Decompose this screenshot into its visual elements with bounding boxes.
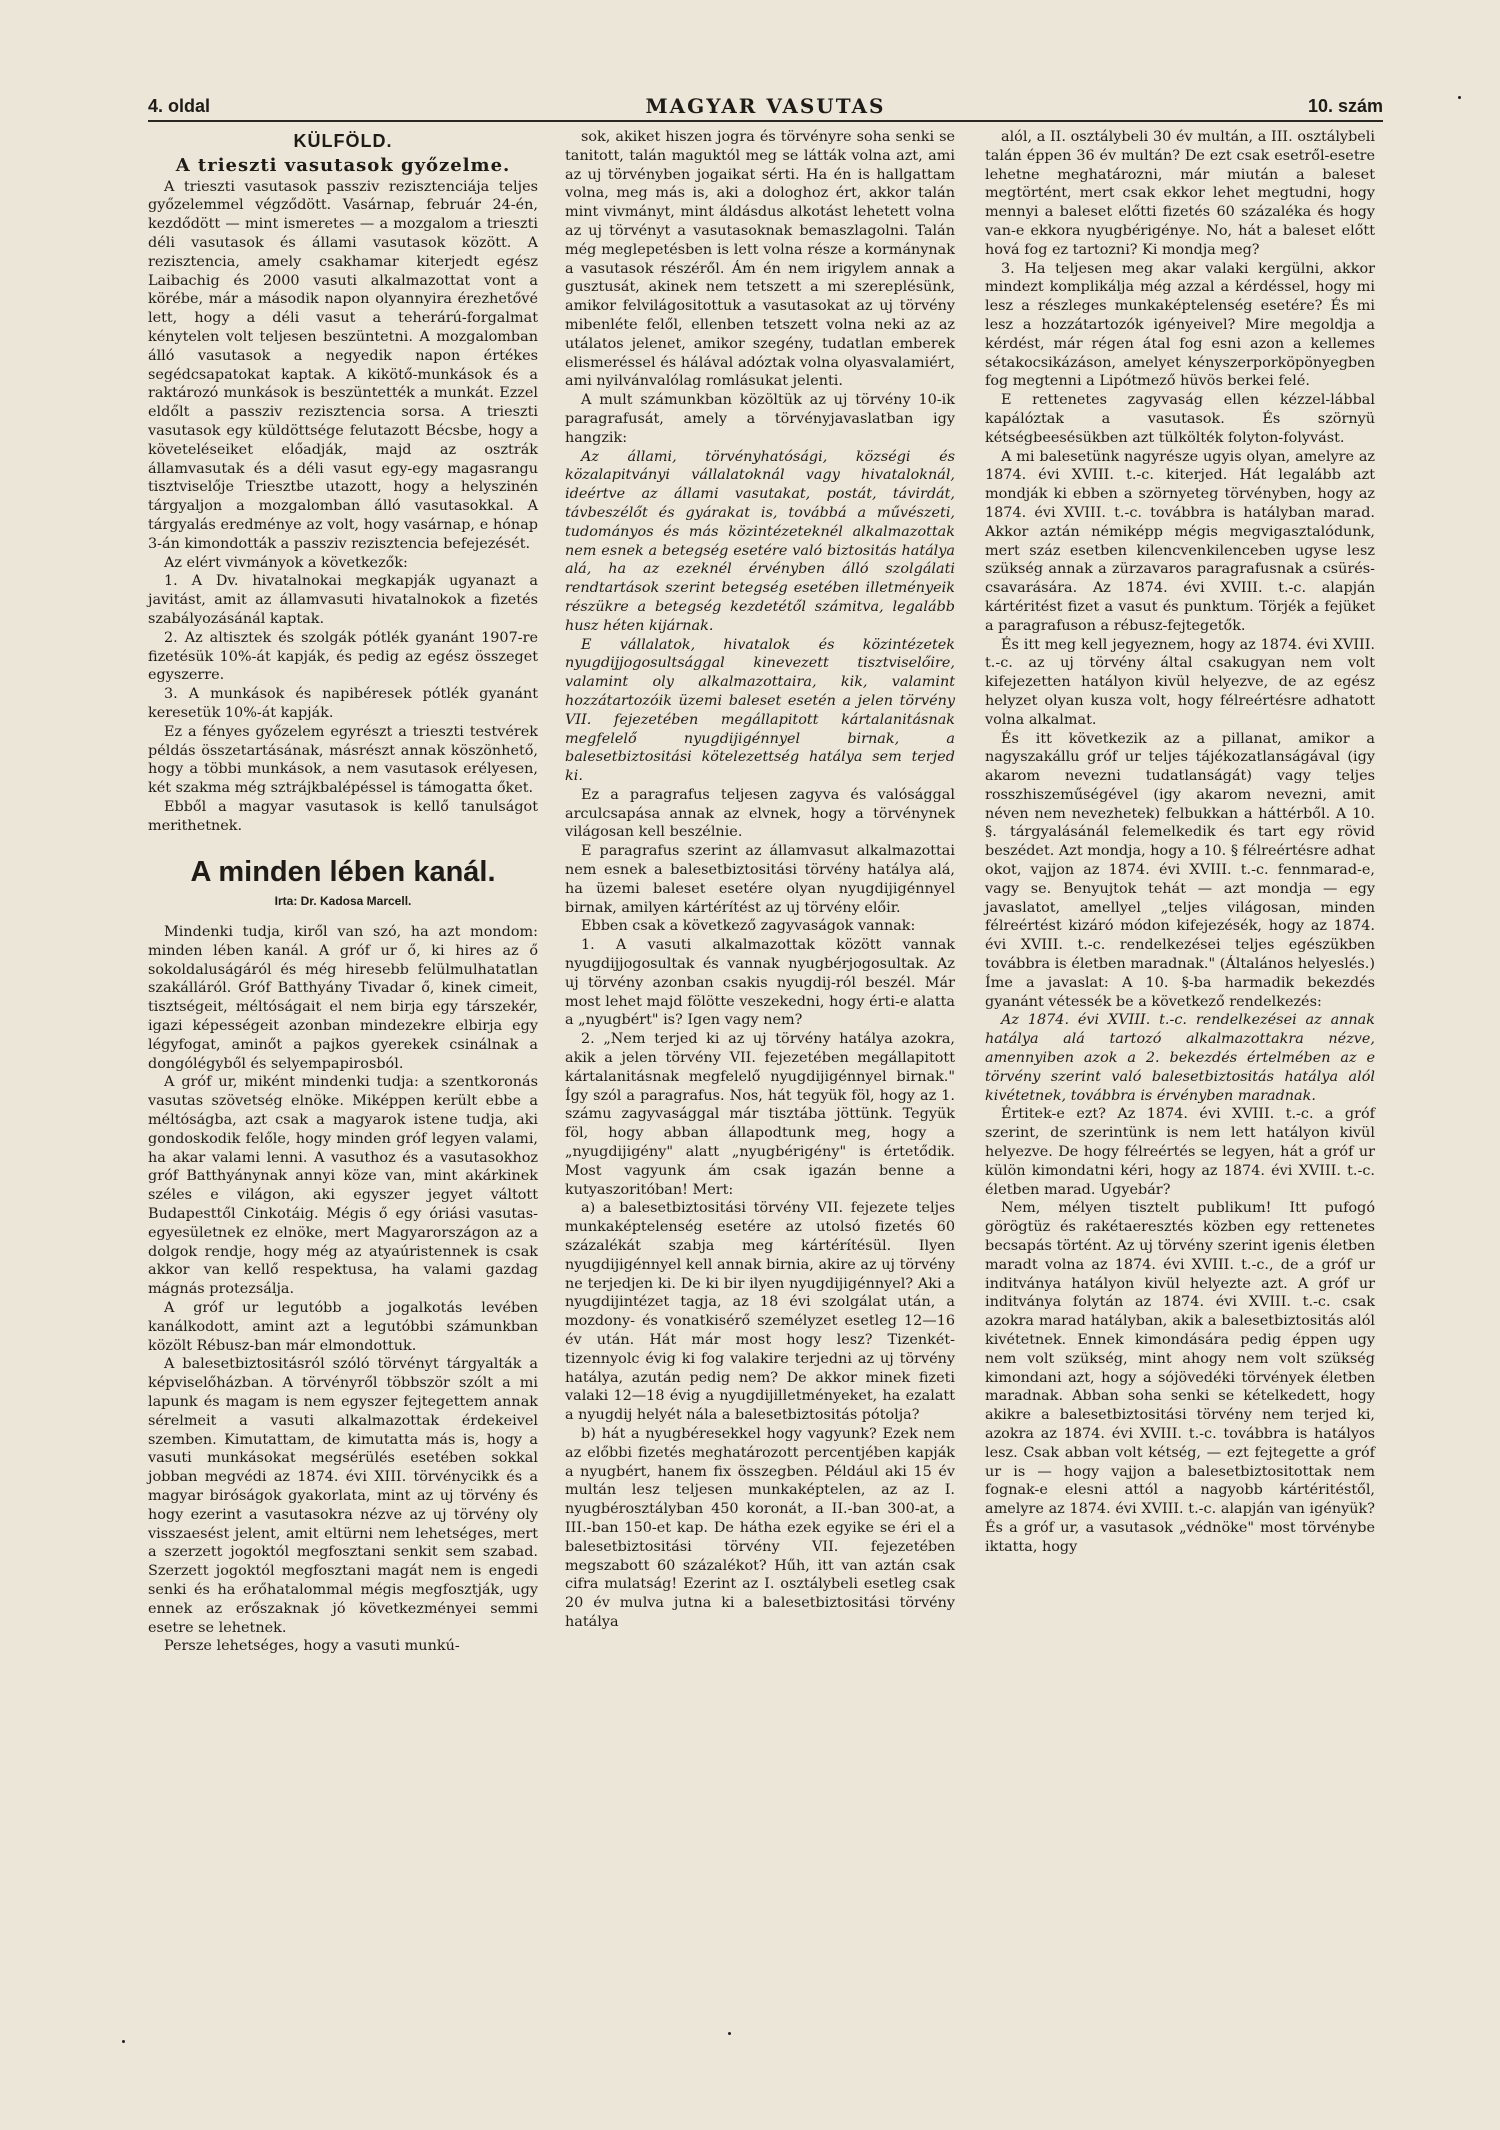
newspaper-title: MAGYAR VASUTAS	[645, 94, 886, 118]
quoted-law-paragraph: E vállalatok, hivatalok és közintézetek nyugdijjogosultsággal kinevezett tisztviselőire, valamint oly alkalmazottaira, kik, valamint hozzátartozóik üzemi baleset esetén a jelen törvény VII. fejezetében megállapitott kártalanitásnak megfelelő nyugdijigénnyel birnak, a balesetbiztositási kötelezettség hatálya sem terjed ki.	[565, 636, 955, 785]
section-heading: KÜLFÖLD.	[293, 131, 393, 151]
paragraph: E paragrafus szerint az államvasut alkalmazottai nem esnek a balesetbiztositási törvény hatálya alá, ha üzemi baleset esetére olyan nyugdijigénnyel birnak, amilyen kártérítést az uj törvény előir.	[565, 843, 955, 916]
paragraph: 2. „Nem terjed ki az uj törvény hatálya azokra, akik a jelen törvény VII. fejezetében megállapitott kártalanitásnak megfelelő nyugdijigénnyel birnak." Így szól a paragrafus. Nos, hát tegyük föl, hogy az 1. számu zagyvasággal már tisztába jöttünk. Tegyük föl, hogy abban állapodtunk meg, hogy a „nyugdijigény" alatt „nyugbérigény" is értetődik. Most vagyunk ám csak igazán benne a kutyaszoritóban! Mert:	[565, 1031, 955, 1198]
scan-speck	[1458, 96, 1461, 99]
paragraph: 2. Az altisztek és szolgák pótlék gyanánt 1907-re fizetésük 10%-át kapják, és pedig az egész összeget egyszerre.	[148, 629, 538, 684]
paragraph: Ez a fényes győzelem egyrészt a trieszti testvérek példás összetartásának, másrészt annak köszönhető, hogy a többi munkások, a nem vasutasok erélyesen, két szakma még sztrájkbalépéssel is támogatta őket.	[148, 723, 538, 797]
paragraph: a) a balesetbiztositási törvény VII. fejezete teljes munkaképtelenség esetére az utolsó fizetés 60 százalékát szabja meg kártérítésül. Ilyen nyugdijigénnyel kell annak birnia, akire az uj törvény ne terjedjen ki. De ki bir ilyen nyugdijigénnyel? Aki a nyugdijintézet tagja, az 18 évi szolgálat után, a mozdony- és vonatkisérő személyzet esetleg 12—16 év után. Hát már most hogy lesz? Tizenkét-tizennyolc évig ki fog valakire terjedni az uj törvény hatálya, azután pedig nem? De akkor minek fizeti valaki 12—18 évig a nyugdijilletményeket, ha ezalatt a nyugdij helyét nála a balesetbiztositás pótolja?	[565, 1200, 955, 1424]
paragraph: És itt meg kell jegyeznem, hogy az 1874. évi XVIII. t.-c. az uj törvény által csakugyan nem volt kifejezetten hatályon kivül helyezve, de az egész helyzet olyan kusza volt, hogy félreértésre adhatott volna alkalmat.	[985, 636, 1375, 728]
paragraph: A gróf ur legutóbb a jogalkotás levében kanálkodott, amint azt a legutóbbi számunkban közölt Rébusz-ban már elmondottuk.	[148, 1300, 538, 1354]
paragraph: A mult számunkban közöltük az uj törvény 10-ik paragrafusát, amely a törvényjavaslatban igy hangzik:	[565, 392, 955, 446]
column-1	[148, 128, 538, 1656]
paragraph: 3. A munkások és napibéresek pótlék gyanánt keresetük 10%-át kapják.	[148, 686, 538, 721]
issue-number: 10. szám	[1307, 96, 1383, 116]
paragraph: 3. Ha teljesen meg akar valaki kergülni, akkor mindezt komplikálja még azzal a kérdéssel, hogy mi lesz a részleges munkaképtelenség esetére? És mi lesz a hozzátartozók igényeivel? Mire megoldja a kérdést, már régen átal fog esni azon a kellemes sétakocsikázáson, amelyet kényszerporköpönyegben fog megtenni a Lipótmező hüvös berkei felé.	[985, 260, 1375, 390]
paragraph: 1. A vasuti alkalmazottak között vannak nyugdijjogosultak és vannak nyugbérjogosultak. Az uj törvény azonban csakis nyugdij-ról beszél. Már most lehet majd fölötte veszekedni, hogy érti-e alatta a „nyugbért" is? Igen vagy nem?	[565, 937, 955, 1029]
article-byline: Irta: Dr. Kadosa Marcell.	[274, 894, 412, 909]
page-number: 4. oldal	[148, 96, 211, 116]
column-2	[565, 128, 955, 1632]
paragraph: alól, a II. osztálybeli 30 év multán, a III. osztálybeli talán éppen 36 év multán? De ezt csak esetről-esetre lehetne meghatározni, már miután a baleset megtörtént, mert csak ekkor lehet megtudni, hogy mennyi a baleset előtti fizetés 60 százaléka és hogy van-e ekkora nyugbérigénye. No, hát a baleset előtt hová fog ez tartozni? Ki mondja meg?	[985, 129, 1375, 258]
article-title-kanal: A minden lében kanál.	[190, 856, 496, 889]
scan-speck	[728, 2032, 731, 2035]
paragraph: 1. A Dv. hivatalnokai megkapják ugyanazt a javitást, amit az államvasuti hivatalnokok a fizetés szabályozásánál kaptak.	[148, 573, 538, 627]
column-3	[985, 128, 1375, 1557]
paragraph: Ebből a magyar vasutasok is kellő tanulságot merithetnek.	[148, 798, 538, 834]
paragraph: Persze lehetséges, hogy a vasuti munkú-	[164, 1638, 460, 1655]
paragraph: E rettenetes zagyvaság ellen kézzel-lábbal kapálóztak a vasutasok. És szörnyü kétségbeesésükben azt tülkölték folyton-folyvást.	[985, 392, 1375, 446]
page-header	[148, 94, 1383, 122]
paragraph: Ez a paragrafus teljesen zagyva és valósággal arculcsapása annak az elvnek, hogy a törvénynek világosan kell beszélnie.	[565, 786, 955, 841]
paragraph: Mindenki tudja, kiről van szó, ha azt mondom: minden lében kanál. A gróf ur ő, ki hires az ő sokoldaluságáról és még hiresebb felülmulhatatlan szakálláról. Gróf Batthyány Tivadar ő, kinek cimeit, tisztségeit, méltóságait el nem birja egy társzekér, igazi képességeit azonban mindezekre elbirja egy légyfogat, aminőt a pajkos gyerekek csinálnak a dongólégyből és selyempapirosból.	[148, 924, 538, 1072]
paragraph: A trieszti vasutasok passziv rezisztenciája teljes győzelemmel végződött. Vasárnap, február 24-én, kezdődött — mint ismeretes — a mozgalom a trieszti déli vasutasok és állami vasutasok között. A rezisztencia, amely csakhamar kiterjedt egész Laibachig és 2000 vasuti alkalmazottat vont a körébe, már a második napon olyannyira érezhetővé lett, hogy a déli vasut a teherárú-forgalmat kénytelen volt teljesen beszüntetni. A mozgalomban álló vasutasok a negyedik napon értékes segédcsapatokat kaptak. A kikötő-munkások és a raktározó munkások is beszüntették a munkát. Ezzel eldőlt a passziv rezisztencia sorsa. A trieszti vasutasok egy küldöttsége felutazott Bécsbe, hogy a követeléseiket előadják, majd az osztrák államvasutak és a déli vasut egy-egy magasrangu tisztviselője Triesztbe utazott, hogy a helyszinén tárgyaljon a mozgalomban álló vasutasokkal. A tárgyalás eredménye az volt, hogy vasárnap, e hónap 3-án kimondották a passziv rezisztencia befejezését.	[148, 178, 538, 552]
paragraph: Az elért vivmányok a következők:	[164, 554, 408, 571]
quoted-amendment: Az 1874. évi XVIII. t.-c. rendelkezései az annak hatálya alá tartozó alkalmazottakra nézve, amennyiben azok a 2. bekezdés értelmében az e törvény szerint való balesetbiztositás hatálya alól kivétetnek, továbbra is érvényben maradnak.	[985, 1012, 1375, 1104]
paragraph: Ebben csak a következő zagyvaságok vannak:	[581, 918, 916, 935]
article-title-trieste: A trieszti vasutasok győzelme.	[175, 154, 511, 176]
paragraph: b) hát a nyugbéresekkel hogy vagyunk? Ezek nem az előbbi fizetés meghatározott percentjében kapják a nyugbért, hanem fix összegben. Például aki 15 év multán lesz teljesen munkaképtelen, az az I. nyugbérosztályban 450 koronát, a II.-ban 300-at, a III.-ban 150-et kap. De hátha ezek egyike se éri el a balesetbiztositási törvény VII. fejezetében megszabott 60 százalékot? Hűh, itt van aztán csak cifra mulatság! Ezerint az I. osztálybeli esetleg csak 20 év mulva jutna ki a balesetbiztositási törvény hatálya	[565, 1425, 955, 1630]
paragraph: sok, akiket hiszen jogra és törvényre soha senki se tanitott, talán maguktól meg se látták volna azt, ami az uj törvényben jogaikat sérti. Ha én is hallgattam volna, meg más is, aki a dologhoz ért, akkor talán mint vivmányt, mint áldásdus alkotást lehetett volna az uj törvényt a vasutasoknak bemaszlagolni. Talán még meglepetésben is lett volna része a kormánynak a vasutasok részéről. Ám én nem irigylem annak a gusztusát, akinek nem tetszett a mi szereplésünk, amikor felvilágositottuk a vasutasokat az uj törvény mibenléte felől, ellenben tetszett volna neki az az utálatos jelenet, amikor szegény, tudatlan emberek elismeréssel és hálával adóztak volna olyasvalamiért, ami nyilvánvalólag romlásukat jelenti.	[565, 129, 955, 390]
paragraph: Nem, mélyen tisztelt publikum! Itt pufogó görögtüz és rakétaeresztés közben egy rettenetes becsapás történt. Az uj törvény szerint igenis életben maradt volna az 1874. évi XVIII. t.-c., de a gróf ur inditványa hatályon kivül helyezte azt. A gróf ur inditványa folytán az 1874. évi XVIII. t.-c. csak azokra marad hatályban, akik a balesetbiztositás alól kivétetnek. Ennek kimondására pedig éppen ugy nem volt szükség, mint ahogy nem volt szükség kimondani azt, hogy a sójövedéki törvények életben maradnak. Abban soha senki se kételkedett, hogy akikre a balesetbiztositási törvény nem terjed ki, azokra az 1874. évi XVIII. t.-c. továbbra is hatályos lesz. Csak abban volt kétség, — ezt fejtegette a gróf ur is — hogy vajjon a balesetbiztositottak nem fognak-e elesni attól a nagyobb kártéritéstől, amelyre az 1874. évi XVIII. t.-c. alapján van igényük? És a gróf ur, a vasutasok „védnöke" most törvénybe iktatta, hogy	[985, 1200, 1375, 1555]
paragraph: Értitek-e ezt? Az 1874. évi XVIII. t.-c. a gróf szerint, de szerintünk is nem lett hatályon kivül helyezve. De hogy félreértés se legyen, hát a gróf ur külön kimondatni kéri, hogy az 1874. évi XVIII. t.-c. életben marad. Ugyebár?	[985, 1106, 1375, 1198]
paragraph: A gróf ur, miként mindenki tudja: a szentkoronás vasutas szövetség elnöke. Miképpen került ebbe a méltóságba, azt csak a magyarok istene tudja, aki gondoskodik felőle, hogy minden gróf legyen valami, ha akar valami lenni. A vasuthoz és a vasutasokhoz gróf Batthyánynak annyi köze van, mint akárkinek széles e világon, aki egyszer jegyet váltott Budapesttől Cinkotáig. Mégis ő egy óriási vasutas-egyesületnek ez elnöke, mert Magyarországon az a dolgok rendje, hogy még az atyaúristennek is csak akkor van kellő respektusa, ha valami gazdag mágnás protezsálja.	[148, 1074, 538, 1298]
quoted-law-paragraph: Az állami, törvényhatósági, községi és közalapitványi vállalatoknál vagy hivataloknál, ideértve az állami vasutakat, postát, távirdát, távbeszélőt és gyárakat is, továbbá a művészeti, tudományos és más közintézeteknél alkalmazottak nem esnek a betegség esetére való biztositás hatálya alá, ha az ezeknél érvényben álló szolgálati rendtartások szerint betegség esetében illetményeik részükre a betegség kezdetétől számitva, legalább husz héten kijárnak.	[565, 448, 955, 634]
scan-speck	[122, 2040, 125, 2043]
paragraph: A mi balesetünk nagyrésze ugyis olyan, amelyre az 1874. évi XVIII. t.-c. kiterjed. Hát legalább azt mondják ki ebben a szörnyeteg törvényben, hogy az 1874. évi XVIII. t.-c. továbbra is hatályban marad. Akkor aztán némiképp mégis megvigasztalódunk, mert száz esetben kilencvenkilenceben ugyse lesz szükség annak a zürzavaros paragrafusnak a csürés-csavarására. Az 1874. évi XVIII. t.-c. alapján kártéritést fizet a vasut és punktum. Törjék a fejüket a paragrafuson a rébusz-fejtegetők.	[985, 448, 1375, 634]
paragraph: A balesetbiztositásról szóló törvényt tárgyalták a képviselőházban. A törvényről többször szólt a mi lapunk és magam is nem egyszer fejtegettem annak sérelmeit a vasuti alkalmazottak érdekeivel szemben. Kimutattam, de kimutatta más is, hogy a vasuti munkásokat megsérülés esetében sokkal jobban megvédi az 1874. évi XIII. törvénycikk és a magyar biróságok gyakorlata, mint az uj törvény és hogy ezerint a vasutasokra nézve az uj törvény oly visszaesést jelent, amit eltürni nem lehetséges, mert a szerzett jogoktól megfosztani senkit sem szabad. Szerzett jogoktól megfosztani magát nem is engedi senki és ha erőhatalommal mégis megfosztják, ugy ennek az erőszaknak jó következményei semmi esetre se lehetnek.	[148, 1356, 538, 1636]
paragraph: És itt következik az a pillanat, amikor a nagyszakállu gróf ur teljes tájékozatlanságával (igy akarom nevezni tudatlanságát) vagy teljes rosszhiszeműségével (igy akarom nevezni, amit néven nem nevezhetek) felbukkan a háttérből. A 10. §. tárgyalásánál felemelkedik és tart egy rövid beszédet. Azt mondja, hogy a 10. § félreértésre adhat okot, vajjon az 1874. évi XVIII. t.-c. fennmarad-e, vagy se. Benyujtok tehát — azt mondja — egy javaslatot, amellyel „teljes világosan, minden félreértést kizáró módon kifejezésék, hogy az 1874. évi XVIII. t.-c. rendelkezései teljes egészükben továbbra is életben maradnak." (Általános helyeslés.) Íme a javaslat: A 10. §-ba harmadik bekezdés gyanánt vétessék be a következő rendelkezés:	[985, 730, 1375, 1010]
